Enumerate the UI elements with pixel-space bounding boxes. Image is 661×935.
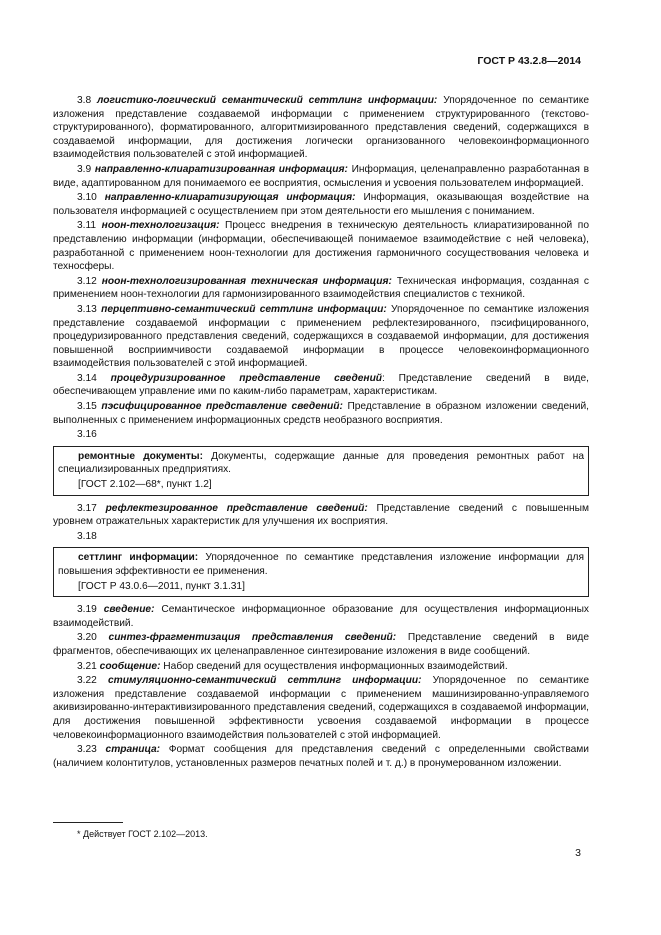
footnote: * Действует ГОСТ 2.102—2013.: [77, 829, 208, 839]
entry-3-17: 3.17 рефлектезированное представление сведений: Представление сведений с повышенным уровнем отражательных характеристик для улучшения их восприятия.: [53, 502, 589, 528]
entry-3-13: 3.13 перцептивно-семантический сеттлинг информации: Упорядоченное по семантике изложения представление создаваемой информации с применением рефлектезированного, пэсифицированного, процедуризированного представления сведений, содержащихся в создаваемой информации, для достижения повышенной восприимчивости создаваемой информации в процессе человекоинформационного взаимодействия пользователей с этой информацией.: [53, 303, 589, 370]
entry-3-22: 3.22 стимуляционно-семантический сеттлинг информации: Упорядоченное по семантике изложения представление создаваемой информации с применением машинизированно-управляемого акивизированно-интерактивизированного представления сведений, содержащихся в создаваемой информации, для достижения повышенной эффективности усвоения создаваемой информации в процессе человекоинформационного взаимодействия пользователей с этой информацией.: [53, 675, 589, 741]
entry-3-16-number: 3.16: [77, 429, 97, 441]
document-id: ГОСТ Р 43.2.8—2014: [477, 55, 581, 67]
quoted-term-3-18: сеттлинг информации: Упорядоченное по семантике представления изложение информации для повышения эффективности ее применения.: [58, 552, 584, 577]
entry-3-11: 3.11 ноон-технологизация: Процесс внедрения в техническую деятельность клиаратизированной по представлению информации (информации, обеспечивающей понимаемое взаимодействие с ней человека), разработанной с применением ноон-технологии для достижения гармоничного сосуществования человека и техносферы.: [53, 220, 589, 273]
entry-3-9: 3.9 направленно-клиаратизированная информация: Информация, целенаправленно разработанная в виде, адаптированном для понимаемого ее восприятия, осмысления и усвоения пользователем информацией.: [53, 163, 589, 189]
source-reference: [ГОСТ Р 43.0.6—2011, пункт 3.1.31]: [78, 580, 245, 592]
entry-3-20: 3.20 синтез-фрагментизация представления сведений: Представление сведений в виде фрагментов, обеспечивающих их целенаправленное синтезирование изложения в виде сообщений.: [53, 632, 589, 657]
entry-3-14: 3.14 процедуризированное представление сведений: Представление сведений в виде, обеспечивающем управление ими по каким-либо параметрам, характеристикам.: [53, 372, 589, 398]
quoted-term-box-3-18: [53, 547, 589, 597]
entry-3-12: 3.12 ноон-технологизированная техническая информация: Техническая информация, созданная с применением ноон-технологии для гармонизированного взаимодействия специалистов с техникой.: [53, 275, 590, 301]
entry-3-19: 3.19 сведение: Семантическое информационное образование для осуществления информационных взаимодействий.: [53, 604, 589, 629]
source-reference: [ГОСТ 2.102—68*, пункт 1.2]: [78, 479, 212, 491]
entry-3-15: 3.15 пэсифицированное представление сведений: Представление в образном изложении сведений, выполненных с применением информационных средств необразного восприятия.: [53, 401, 589, 426]
entry-3-21: 3.21 сообщение: Набор сведений для осуществления информационных взаимодействий.: [77, 660, 508, 672]
entry-3-10: 3.10 направленно-клиаратизирующая информация: Информация, оказывающая воздействие на пользователя информацией с осуществлением при этом деятельности его мышления с пониманием.: [53, 192, 589, 217]
quoted-term-3-16: ремонтные документы: Документы, содержащие данные для проведения ремонтных работ на специализированных предприятиях.: [58, 450, 584, 476]
entry-3-18-number: 3.18: [77, 530, 97, 542]
document-body: [53, 94, 589, 771]
footnote-separator: [53, 822, 123, 823]
page-number: 3: [575, 847, 581, 859]
entry-3-8: 3.8 логистико-логический семантический сеттлинг информации: Упорядоченное по семантике изложения представление создаваемой информации с применением структурированного (текстово-структурированного), форматированного, алгоритмизированного представления сведений, содержащихся в создаваемой информации, для достижения логически организованного человекоинформационного взаимодействия пользователей с этой информацией.: [53, 95, 589, 161]
entry-3-23: 3.23 страница: Формат сообщения для представления сведений с определенными свойствами (наличием колонтитулов, установленных размеров печатных полей и т. д.) в пронумерованном изложении.: [53, 744, 589, 769]
quoted-term-box-3-16: [53, 446, 589, 496]
